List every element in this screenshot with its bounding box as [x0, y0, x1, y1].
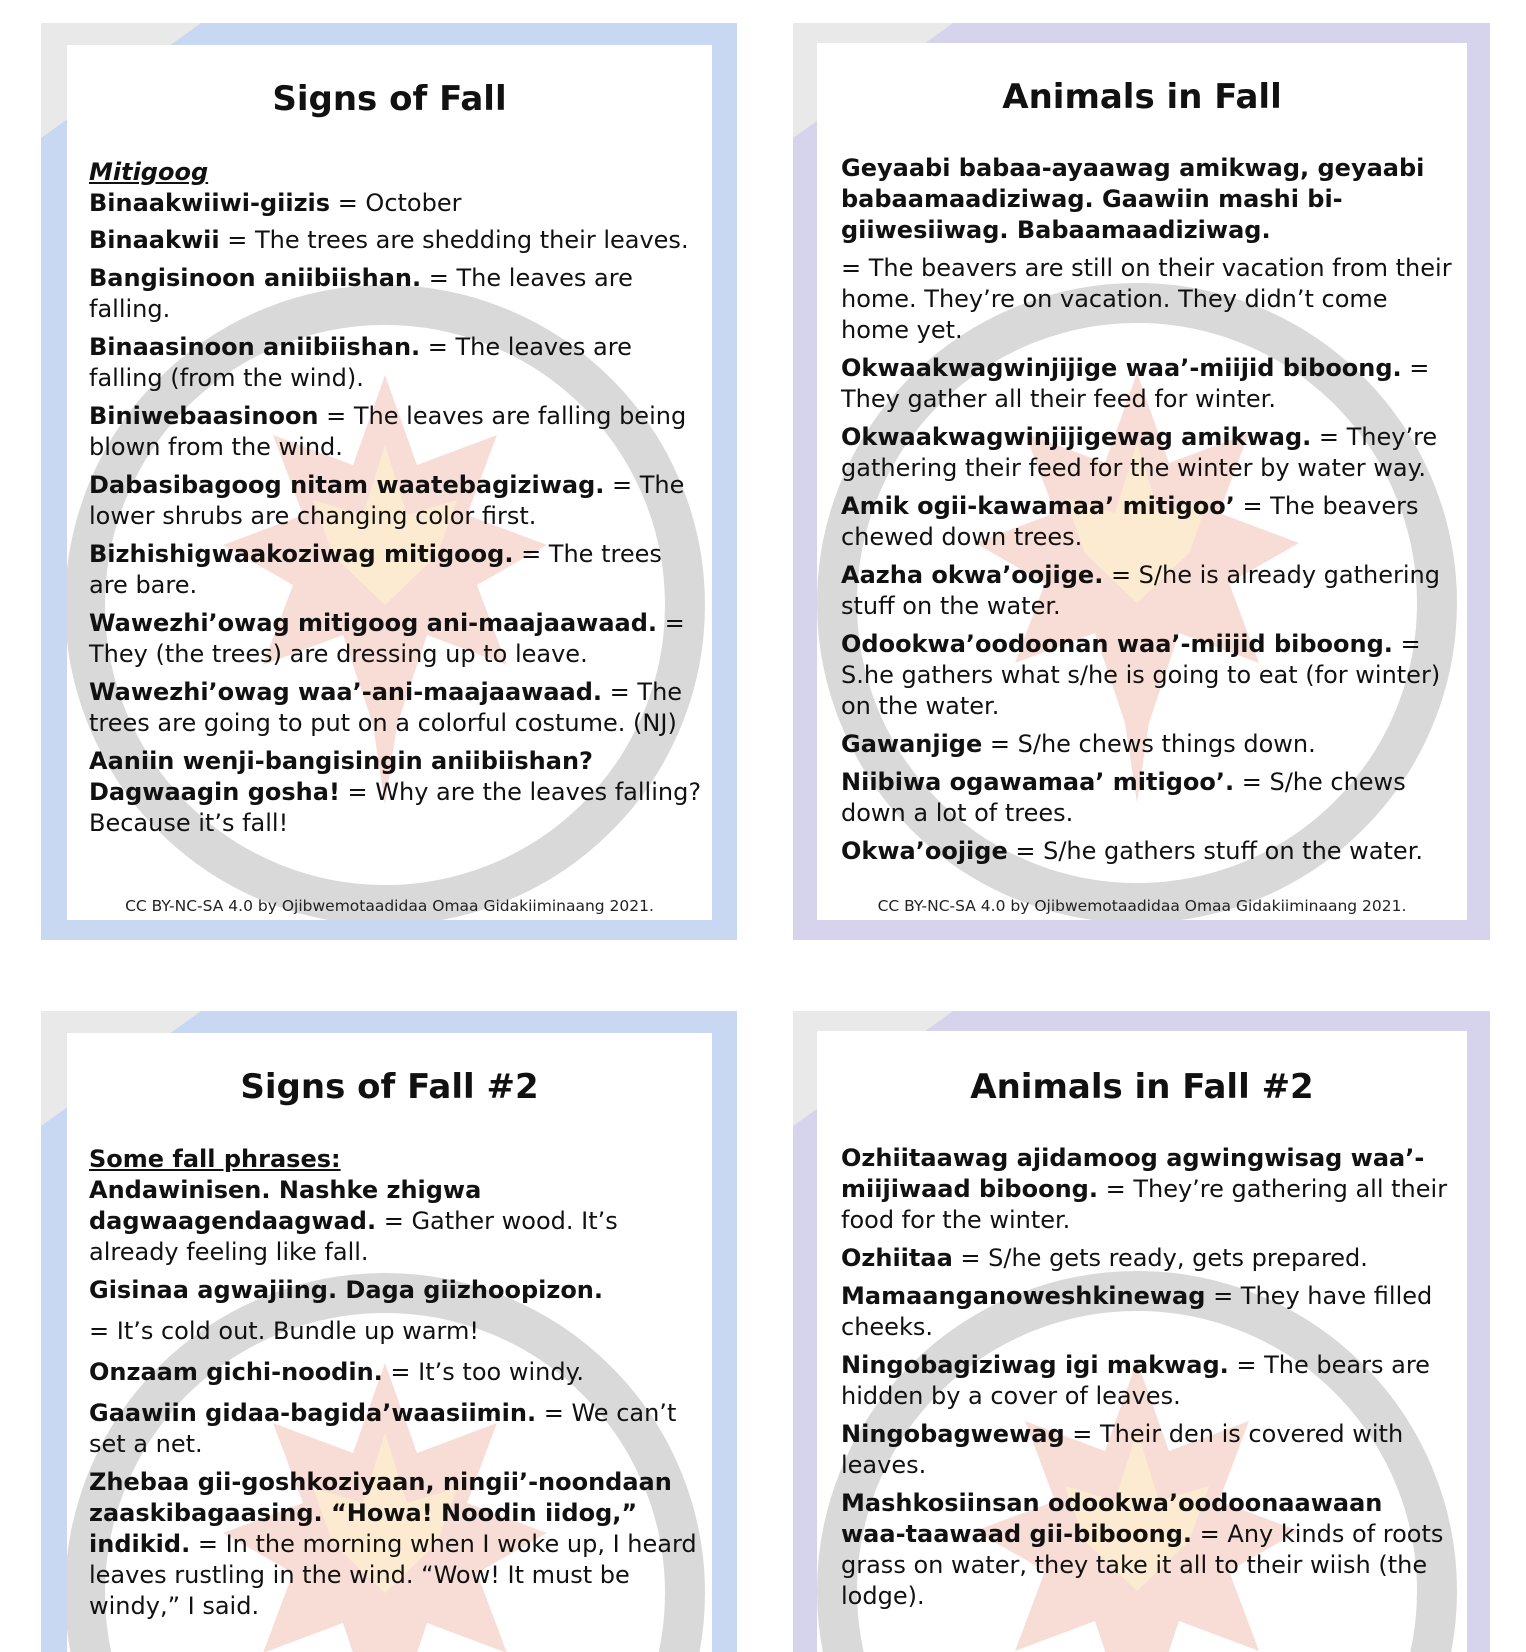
- entry: Bangisinoon aniibiishan. = The leaves are falling.: [89, 264, 633, 323]
- entry: Okwaakwagwinjijigewag amikwag. = They’re gathering their feed for the winter by water way.: [841, 423, 1438, 482]
- card-title: Signs of Fall #2: [240, 1067, 539, 1107]
- entry: Gawanjige = S/he chews things down.: [841, 730, 1316, 758]
- entry: Wawezhi’owag waa’-ani-maajaawaad. = The trees are going to put on a colorful costume. (NJ): [89, 678, 683, 737]
- card-title: Animals in Fall: [1002, 77, 1282, 117]
- section-heading: Some fall phrases:: [89, 1145, 341, 1173]
- entry: Onzaam gichi-noodin. = It’s too windy.: [89, 1358, 584, 1386]
- entry: Ozhiitaa = S/he gets ready, gets prepared.: [841, 1244, 1368, 1272]
- entry: Wawezhi’owag mitigoog ani-maajaawaad. = They (the trees) are dressing up to leave.: [89, 609, 685, 668]
- entry: Geyaabi babaa-ayaawag amikwag, geyaabi babaamaadiziwag. Gaawiin mashi bi-giiwesiiwag. Babaamaadiziwag.: [841, 154, 1425, 244]
- entry: Gaawiin gidaa-bagida’waasiimin. = We can’t set a net.: [89, 1399, 677, 1458]
- entry: Ozhiitaawag ajidamoog agwingwisag waa’-miijiwaad biboong. = They’re gathering all their food for the winter.: [841, 1144, 1448, 1234]
- entry: Ningobagwewag = Their den is covered with leaves.: [841, 1420, 1404, 1479]
- entry: Mamaanganoweshkinewag = They have filled cheeks.: [841, 1282, 1433, 1341]
- entry: Dabasibagoog nitam waatebagiziwag. = The lower shrubs are changing color first.: [89, 471, 685, 530]
- entry: Biniwebaasinoon = The leaves are falling being blown from the wind.: [89, 402, 687, 461]
- entry: Andawinisen. Nashke zhigwa dagwaagendaagwad. = Gather wood. It’s already feeling like fall.: [89, 1176, 618, 1266]
- entry: Niibiwa ogawamaa’ mitigoo’. = S/he chews down a lot of trees.: [841, 768, 1406, 827]
- entry: Ningobagiziwag igi makwag. = The bears are hidden by a cover of leaves.: [841, 1351, 1430, 1410]
- section-heading: Mitigoog: [89, 158, 209, 186]
- entry: Amik ogii-kawamaa’ mitigoo’ = The beavers chewed down trees.: [841, 492, 1419, 551]
- entry: Mashkosiinsan odookwa’oodoonaawaan waa-taawaad gii-biboong. = Any kinds of roots grass on water, they take it all to their wiish (the lodge).: [841, 1489, 1444, 1610]
- entry: Okwa’oojige = S/he gathers stuff on the water.: [841, 837, 1423, 865]
- card-signs-of-fall: [41, 23, 737, 940]
- card-animals-in-fall-2: [793, 1011, 1490, 1652]
- entry: Aaniin wenji-bangisingin aniibiishan? Dagwaagin gosha! = Why are the leaves falling? Because it’s fall!: [89, 747, 702, 837]
- entry: = It’s cold out. Bundle up warm!: [89, 1317, 479, 1345]
- entry: Gisinaa agwajiing. Daga giizhoopizon.: [89, 1276, 604, 1304]
- entry: Binaakwiiwi-giizis = October: [89, 189, 462, 217]
- entry: Aazha okwa’oojige. = S/he is already gathering stuff on the water.: [841, 561, 1440, 620]
- entry: Okwaakwagwinjijige waa’-miijid biboong. = They gather all their feed for winter.: [841, 354, 1430, 413]
- license-footer: CC BY-NC-SA 4.0 by Ojibwemotaadidaa Omaa Gidakiiminaang 2021.: [877, 897, 1407, 915]
- card-title: Animals in Fall #2: [970, 1067, 1314, 1107]
- entry: Odookwa’oodoonan waa’-miijid biboong. = S.he gathers what s/he is going to eat (for winter) on the water.: [841, 630, 1441, 720]
- license-footer: CC BY-NC-SA 4.0 by Ojibwemotaadidaa Omaa Gidakiiminaang 2021.: [125, 897, 654, 915]
- card-signs-of-fall-2: [41, 1011, 737, 1652]
- card-title: Signs of Fall: [272, 79, 507, 119]
- card-animals-in-fall: [793, 23, 1490, 940]
- entry: Binaasinoon aniibiishan. = The leaves are falling (from the wind).: [89, 333, 632, 392]
- entry: Zhebaa gii-goshkoziyaan, ningii’-noondaan zaaskibagaasing. “Howa! Noodin iidog,” indikid. = In the morning when I woke up, I heard leaves rustling in the wind. “Wow! It must be windy,” I said.: [89, 1468, 697, 1620]
- entry: Binaakwii = The trees are shedding their leaves.: [89, 226, 689, 254]
- entry: Bizhishigwaakoziwag mitigoog. = The trees are bare.: [89, 540, 662, 599]
- entry: = The beavers are still on their vacation from their home. They’re on vacation. They didn’t come home yet.: [841, 254, 1452, 344]
